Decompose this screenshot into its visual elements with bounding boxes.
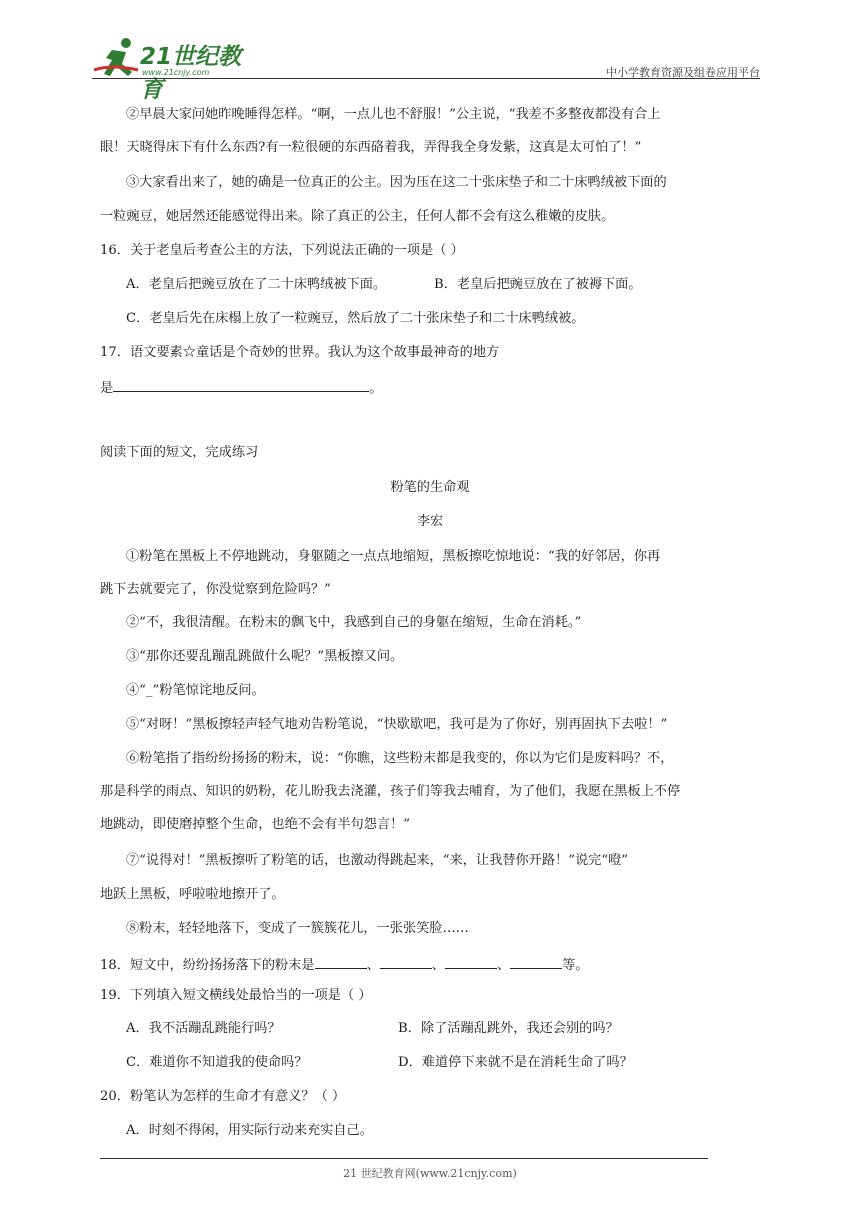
passage-p7-line1: ⑦“说得对！”黑板擦听了粉笔的话，也激动得跳起来，“来，让我替你开路！”说完“噔” xyxy=(126,853,629,868)
answer-blank[interactable] xyxy=(510,954,562,969)
question-17-answer xyxy=(100,377,382,398)
q16-option-b: B．老皇后把豌豆放在了被褥下面。 xyxy=(434,277,642,292)
q20-option-a: A．时刻不得闲，用实际行动来充实自己。 xyxy=(126,1123,373,1138)
passage-p5: ⑤“对呀！”黑板擦轻声轻气地劝告粉笔说，“快歇歇吧，我可是为了你好，别再固执下去啦！” xyxy=(126,717,668,732)
passage-p6-line3: 地跳动，即使磨掉整个生命，也绝不会有半句怨言！” xyxy=(100,817,411,832)
q16-option-c: C．老皇后先在床榻上放了一粒豌豆，然后放了二十张床垫子和二十床鸭绒被。 xyxy=(126,311,585,326)
q18-separator: 、 xyxy=(496,958,511,973)
answer-blank[interactable] xyxy=(445,954,497,969)
q16-option-a: A．老皇后把豌豆放在了二十床鸭绒被下面。 xyxy=(126,277,387,292)
passage-p6-line1: ⑥粉笔指了指纷纷扬扬的粉末，说：“你瞧，这些粉末都是我变的，你以为它们是废料吗？不， xyxy=(126,751,674,766)
question-18 xyxy=(100,954,589,975)
para2-line2: 眼！天晓得床下有什么东西?有一粒很硬的东西硌着我，弄得我全身发紫，这真是太可怕了！” xyxy=(100,140,642,155)
question-19: 19．下列填入短文横线处最恰当的一项是（ ） xyxy=(100,988,372,1003)
answer-blank[interactable] xyxy=(315,954,367,969)
q17-prefix: 是 xyxy=(100,381,114,396)
para3-line2: 一粒豌豆，她居然还能感觉得出来。除了真正的公主，任何人都不会有这么稚嫩的皮肤。 xyxy=(100,209,615,224)
passage-p1-line1: ①粉笔在黑板上不停地跳动，身躯随之一点点地缩短，黑板擦吃惊地说：“我的好邻居，你再 xyxy=(126,549,661,564)
passage-p8: ⑧粉末，轻轻地落下，变成了一簇簇花儿，一张张笑脸…… xyxy=(126,921,469,936)
q18-separator: 、 xyxy=(431,958,445,973)
passage-p2: ②“不，我很清醒。在粉末的飘飞中，我感到自己的身躯在缩短，生命在消耗。” xyxy=(126,615,582,630)
q18-suffix: 等。 xyxy=(562,958,589,973)
answer-blank[interactable] xyxy=(380,954,432,969)
answer-blank[interactable] xyxy=(113,377,369,392)
q19-option-d: D．难道停下来就不是在消耗生命了吗？ xyxy=(398,1055,633,1070)
passage-p3: ③“那你还要乱蹦乱跳做什么呢？”黑板擦又问。 xyxy=(126,649,404,664)
q18-text: 18．短文中，纷纷扬扬落下的粉末是 xyxy=(100,958,315,973)
passage-author: 李宏 xyxy=(416,514,444,529)
q19-option-b: B．除了活蹦乱跳外，我还会别的吗？ xyxy=(398,1021,619,1036)
header-divider xyxy=(92,78,760,79)
passage-p7-line2: 地跃上黑板，呼啦啦地擦开了。 xyxy=(100,887,285,902)
q19-option-a: A．我不活蹦乱跳能行吗？ xyxy=(126,1021,281,1036)
runner-icon xyxy=(92,36,142,80)
logo-text: 21世纪教育 xyxy=(140,44,242,103)
q19-option-c: C．难道你不知道我的使命吗？ xyxy=(126,1055,308,1070)
para2-line1: ②早晨大家问她昨晚睡得怎样。“啊，一点儿也不舒服！”公主说，“我差不多整夜都没有合上 xyxy=(126,107,661,122)
question-20: 20．粉笔认为怎样的生命才有意义？（ ） xyxy=(100,1089,346,1104)
q18-separator: 、 xyxy=(366,958,380,973)
para3-line1: ③大家看出来了，她的确是一位真正的公主。因为压在这二十张床垫子和二十床鸭绒被下面的 xyxy=(126,175,667,190)
logo-url: www.21cnjy.com xyxy=(142,68,210,77)
page-header xyxy=(92,30,760,103)
passage-p4: ④“_”粉笔惊诧地反问。 xyxy=(126,683,265,698)
q17-suffix: 。 xyxy=(369,381,383,396)
question-16: 16．关于老皇后考查公主的方法，下列说法正确的一项是（ ） xyxy=(100,243,464,258)
passage-p6-line2: 那是科学的雨点、知识的奶粉，花儿盼我去浇灌，孩子们等我去哺育，为了他们，我愿在黑板上不停 xyxy=(100,784,681,799)
footer-divider xyxy=(100,1158,708,1159)
passage-p1-line2: 跳下去就要完了，你没觉察到危险吗？” xyxy=(100,582,331,597)
passage-title: 粉笔的生命观 xyxy=(390,480,470,495)
reading-intro: 阅读下面的短文，完成练习 xyxy=(100,445,259,460)
logo xyxy=(92,36,262,103)
page-footer: 21 世纪教育网(www.21cnjy.com) xyxy=(343,1167,517,1180)
platform-label: 中小学教育资源及组卷应用平台 xyxy=(606,66,760,79)
question-17: 17．语文要素☆童话是个奇妙的世界。我认为这个故事最神奇的地方 xyxy=(100,345,500,360)
